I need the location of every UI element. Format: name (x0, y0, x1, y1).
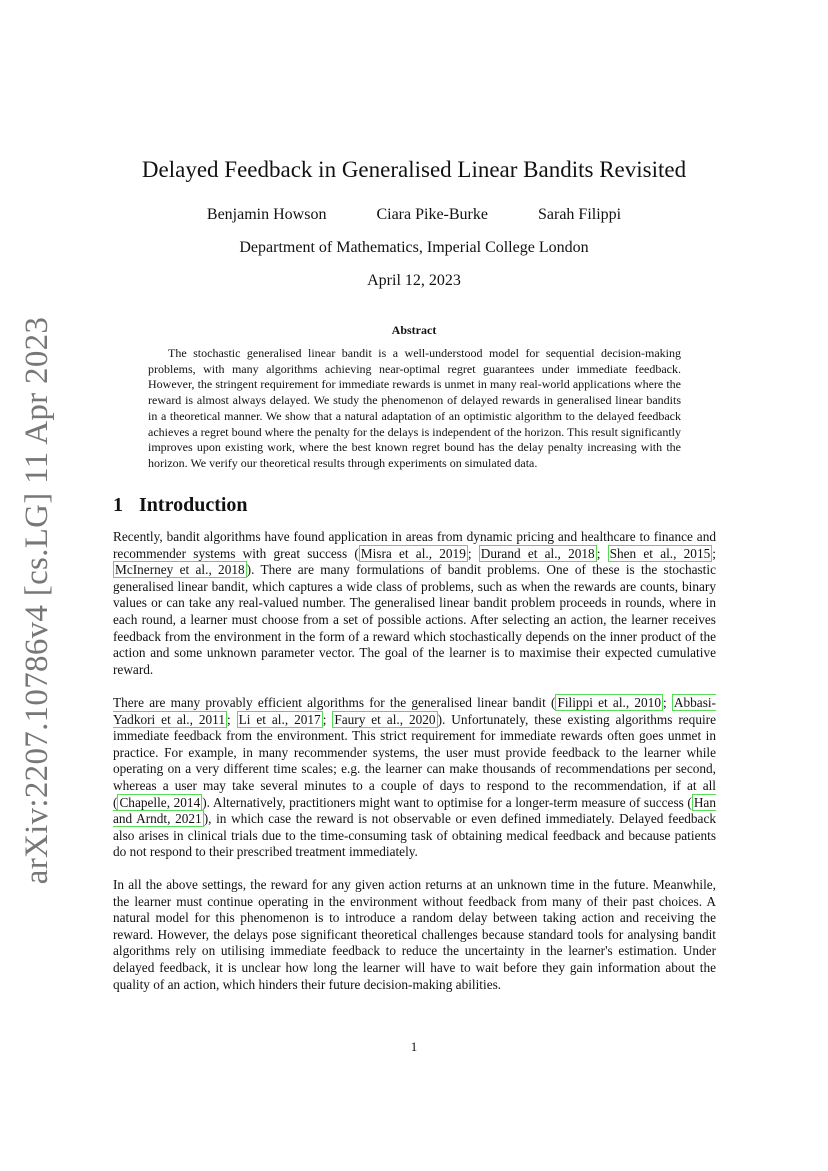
citation-link[interactable]: Durand et al., 2018 (480, 545, 595, 561)
paragraph-text: ). There are many formulations of bandit problems. One of these is the stochastic generalised linear bandit, which captures a wide class of problems, such as when the rewards are counts, binary values or can take any real-valued number. The generalised linear bandit problem proceeds in rounds, where in each round, a learner must choose from a set of possible actions. After selecting an action, the learner receives feedback from the environment in the form of a reward which stochastically depends on the inner product of the action and some unknown parameter vector. The goal of the learner is to maximise their expected cumulative reward. (113, 562, 716, 677)
publication-date: April 12, 2023 (367, 272, 461, 289)
citation-link[interactable]: Chapelle, 2014 (119, 794, 201, 810)
arxiv-identifier-stamp (14, 316, 62, 884)
citation-separator: ; (662, 695, 672, 710)
author-list (0, 204, 828, 226)
citation-link[interactable]: McInerney et al., 2018 (115, 562, 245, 578)
intro-paragraph-1 (113, 529, 716, 678)
page-number: 1 (410, 1039, 418, 1054)
paragraph-text: Recently, bandit algorithms have found application in areas from dynamic pricing and healthcare to finance and recommender systems with great success ( (113, 529, 716, 561)
intro-paragraph-2 (113, 695, 716, 861)
arxiv-identifier-text: arXiv:2207.10786v4 [cs.LG] 11 Apr 2023 (19, 316, 56, 884)
paper-title: Delayed Feedback in Generalised Linear Bandits Revisited (141, 157, 687, 182)
abstract-text: The stochastic generalised linear bandit is a well-understood model for sequential decision-making problems, with many algorithms achieving near-optimal regret guarantees under immediate feedback. However, the stringent requirement for immediate rewards is unmet in many real-world applications where the reward is almost always delayed. We study the phenomenon of delayed rewards in generalised linear bandits in a theoretical manner. We show that a natural adaptation of an optimistic algorithm to the delayed feedback achieves a regret bound where the penalty for the delays is independent of the horizon. This result significantly improves upon existing work, where the best known regret bound has the delay penalty increasing with the horizon. We verify our theoretical results through experiments on simulated data. (148, 346, 681, 470)
author-name: Sarah Filippi (537, 206, 622, 223)
intro-paragraph-3: In all the above settings, the reward for any given action returns at an unknown time in the future. Meanwhile, the learner must continue operating in the environment without feedback from many of their past choices. A natural model for this phenomenon is to introduce a random delay between taking action and receiving the reward. However, the delays pose significant theoretical challenges because standard tools for analysing bandit algorithms rely on utilising immediate feedback to reduce the uncertainty in the learner's estimation. Under delayed feedback, it is unclear how long the learner will have to wait before they gain information about the quality of an action, which hinders their future decision-making abilities. (113, 877, 716, 992)
author-name: Benjamin Howson (206, 206, 327, 223)
author-name: Ciara Pike-Burke (376, 206, 488, 223)
section-title: Introduction (139, 494, 248, 516)
citation-link[interactable]: Misra et al., 2019 (360, 545, 466, 561)
section-heading-introduction (113, 492, 248, 518)
citation-link[interactable]: Shen et al., 2015 (609, 545, 711, 561)
citation-link[interactable]: Filippi et al., 2010 (557, 695, 661, 710)
paragraph-text: ), in which case the reward is not observable or even defined immediately. Delayed feedback also arises in clinical trials due to the time-consuming task of obtaining medical feedback and because patients do not respond to their prescribed treatment immediately. (113, 811, 716, 860)
paragraph-text: There are many provably efficient algorithms for the generalised linear bandit ( (113, 695, 556, 710)
abstract-heading: Abstract (391, 323, 437, 337)
citation-separator: ; (467, 545, 479, 561)
citation-link[interactable]: Li et al., 2017 (238, 711, 321, 727)
citation-link[interactable]: Han and Arndt, 2021 (113, 794, 716, 827)
section-number: 1 (113, 494, 123, 516)
citation-separator: ; (226, 711, 237, 727)
author-affiliation: Department of Mathematics, Imperial College London (239, 239, 589, 256)
paragraph-text: ). Unfortunately, these existing algorithms require immediate feedback from the environment. This strict requirement for immediate rewards often goes unmet in practice. For example, in many recommender systems, the user must provide feedback to the learner while operating on a very different time scales; e.g. the learner can make thousands of recommendations per second, whereas a user may take several minutes to a couple of days to respond to the recommendation, if at all ( (113, 711, 717, 810)
citation-separator: ; (322, 711, 333, 727)
citation-separator: ; (712, 545, 716, 561)
citation-link[interactable]: Abbasi-Yadkori et al., 2011 (113, 695, 716, 727)
citation-separator: ; (596, 545, 608, 561)
citation-link[interactable]: Faury et al., 2020 (334, 711, 436, 727)
paragraph-text: ). Alternatively, practitioners might want to optimise for a longer-term measure of success ( (202, 794, 692, 810)
